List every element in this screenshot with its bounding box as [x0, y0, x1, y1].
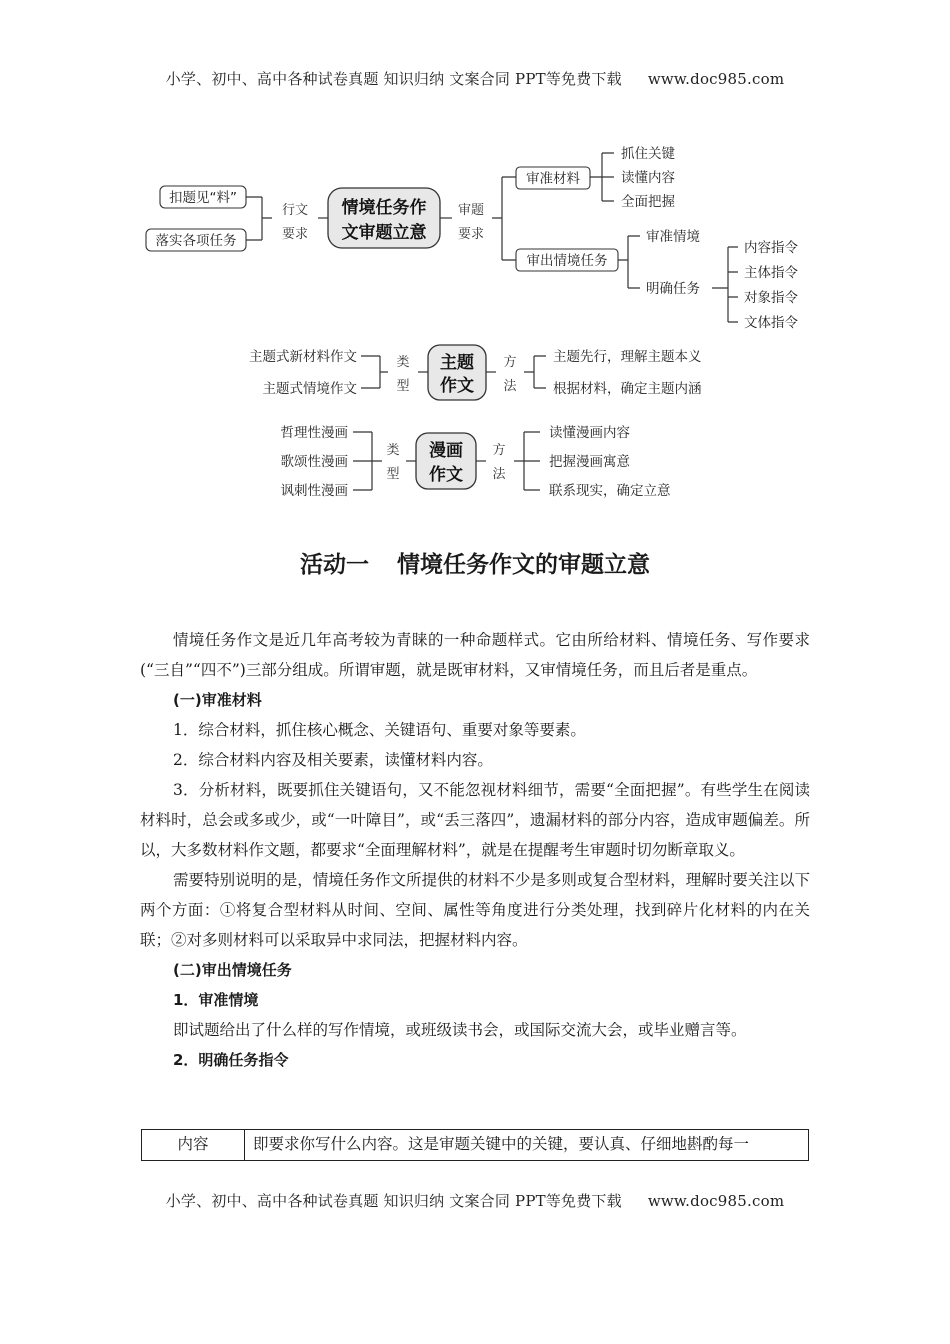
- sec1-note: 需要特别说明的是，情境任务作文所提供的材料不少是多则或复合型材料，理解时要关注以下两个方面：①将复合型材料从时间、空间、属性等角度进行分类处理，找到碎片化材料的内在关联；②对多则材料可以采取异中求同法，把握材料内容。: [140, 871, 810, 949]
- sec1-heading: (一)审准材料: [173, 691, 262, 709]
- intro-paragraph: 情境任务作文是近几年高考较为青睐的一种命题样式。它由所给材料、情境任务、写作要求(“三自”“四不”)三部分组成。所谓审题，就是既审材料，又审情境任务，而且后者是重点。: [140, 631, 810, 679]
- header-url[interactable]: www.doc985.com: [647, 70, 785, 88]
- d3-left-item-1: 哲理性漫画: [280, 425, 348, 441]
- task-item-1: 内容指令: [744, 240, 798, 256]
- sec2-sub2: 2．明确任务指令: [173, 1051, 289, 1069]
- branch-b-item-2: 明确任务: [646, 281, 700, 297]
- d3-right-item-1: 读懂漫画内容: [549, 425, 630, 441]
- task-item-2: 主体指令: [744, 265, 798, 281]
- branch-a-item-3: 全面把握: [621, 194, 675, 210]
- title-part2: 情境任务作文的审题立意: [397, 552, 650, 578]
- d2-right-label-1: 方: [503, 355, 517, 370]
- sec2-sub1-text: 即试题给出了什么样的写作情境，或班级读书会，或国际交流大会，或毕业赠言等。: [173, 1021, 747, 1039]
- d2-left-item-2: 主题式情境作文: [262, 381, 357, 397]
- d3-left-item-3: 讽刺性漫画: [280, 483, 348, 499]
- left-label-2: 要求: [281, 227, 309, 242]
- diagram1: [146, 145, 798, 331]
- d3-left-item-2: 歌颂性漫画: [280, 454, 348, 470]
- sec1-item-3: 3．分析材料，既要抓住关键语句，又不能忽视材料细节，需要“全面把握”。有些学生在阅读材料时，总会或多或少，或“一叶障目”，或“丢三落四”，遗漏材料的部分内容，造成审题偏差。所以，大多数材料作文题，都要求“全面理解材料”，就是在提醒考生审题时切勿断章取义。: [140, 781, 810, 859]
- mind-map-diagram: [0, 130, 950, 510]
- d3-right-item-3: 联系现实，确定立意: [549, 483, 671, 499]
- d2-left-item-1: 主题式新材料作文: [249, 349, 357, 365]
- diagram2: [249, 345, 702, 400]
- right-label-1: 审题: [457, 203, 485, 218]
- footer-text: 小学、初中、高中各种试卷真题 知识归纳 文案合同 PPT等免费下载: [165, 1192, 622, 1210]
- d3-center-line-1: 漫画: [429, 441, 463, 461]
- task-instruction-table: [141, 1129, 809, 1161]
- d2-left-label-1: 类: [396, 355, 410, 370]
- d3-center-line-2: 作文: [429, 465, 463, 485]
- d2-right-label-2: 法: [503, 379, 517, 394]
- branch-a-item-1: 抓住关键: [621, 146, 675, 162]
- right-label-2: 要求: [457, 227, 485, 242]
- d3-left-label-2: 型: [386, 467, 400, 482]
- sec1-item-2: 2．综合材料内容及相关要素，读懂材料内容。: [173, 751, 493, 769]
- sec1-item-1: 1．综合材料，抓住核心概念、关键语句、重要对象等要素。: [173, 721, 586, 739]
- footer-url[interactable]: www.doc985.com: [647, 1192, 785, 1210]
- body-text: [140, 625, 810, 1075]
- task-item-3: 对象指令: [744, 290, 798, 306]
- d2-center-line-1: 主题: [440, 353, 474, 373]
- branch-b: 审出情境任务: [526, 253, 608, 269]
- center-line-1: 情境任务作: [341, 198, 427, 218]
- page-footer: [0, 1190, 950, 1211]
- title-part1: 活动一: [300, 552, 369, 578]
- table-value: 即要求你写什么内容。这是审题关键中的关键，要认真、仔细地斟酌每一: [245, 1130, 809, 1161]
- branch-a-item-2: 读懂内容: [621, 170, 675, 186]
- d2-right-item-2: 根据材料，确定主题内涵: [553, 381, 702, 397]
- d3-right-label-1: 方: [492, 443, 506, 458]
- table-row: [142, 1130, 809, 1161]
- header-text: 小学、初中、高中各种试卷真题 知识归纳 文案合同 PPT等免费下载: [165, 70, 622, 88]
- d3-left-label-1: 类: [386, 443, 400, 458]
- left-label-1: 行文: [281, 203, 309, 218]
- diagram3: [281, 424, 671, 499]
- branch-a: 审准材料: [526, 171, 580, 187]
- left-item-1: 扣题见“料”: [169, 190, 237, 206]
- task-item-4: 文体指令: [744, 315, 798, 331]
- d2-right-item-1: 主题先行，理解主题本义: [553, 349, 702, 365]
- section-title: [0, 546, 950, 579]
- d3-right-item-2: 把握漫画寓意: [549, 454, 630, 470]
- d2-center-line-2: 作文: [440, 376, 474, 396]
- sec2-sub1: 1．审准情境: [173, 991, 259, 1009]
- left-item-2: 落实各项任务: [155, 233, 237, 249]
- sec2-heading: (二)审出情境任务: [173, 961, 292, 979]
- d2-left-label-2: 型: [396, 379, 410, 394]
- center-line-2: 文审题立意: [341, 223, 427, 243]
- page-header: [0, 68, 950, 89]
- table-key: 内容: [142, 1130, 245, 1161]
- branch-b-item-1: 审准情境: [646, 229, 700, 245]
- d3-right-label-2: 法: [492, 467, 506, 482]
